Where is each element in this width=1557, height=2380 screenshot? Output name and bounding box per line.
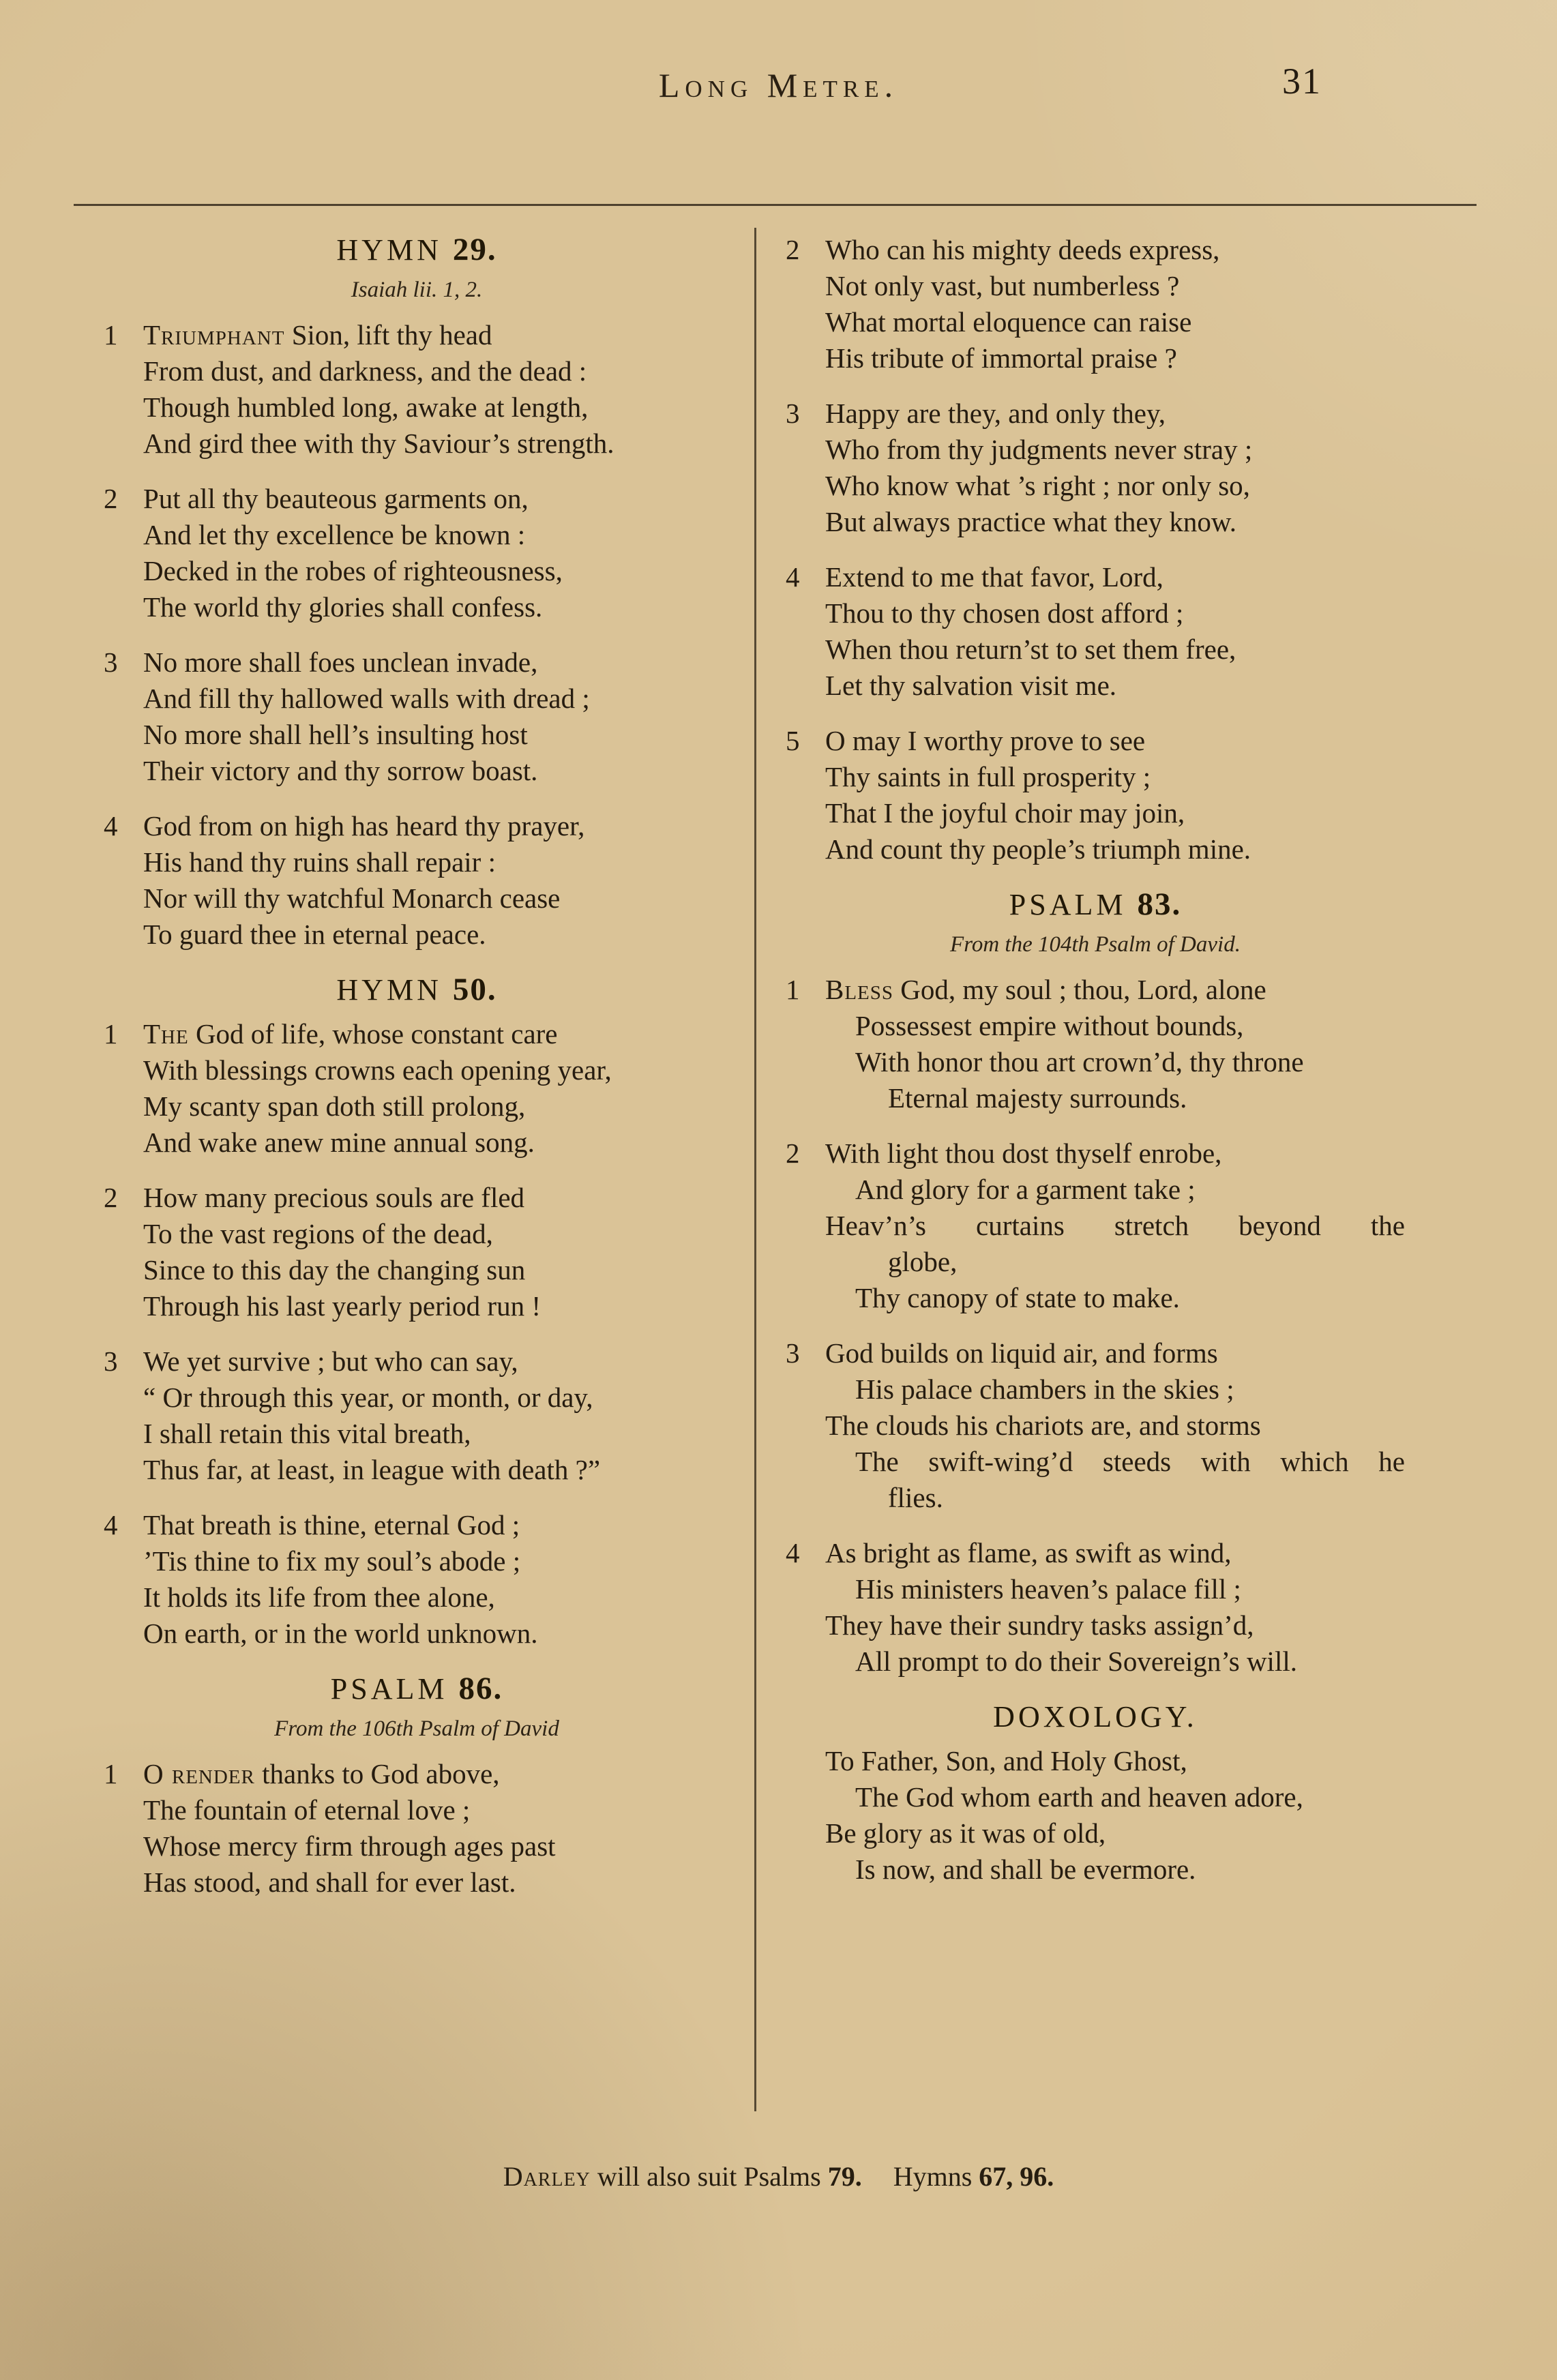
heading-word: DOXOLOGY. — [993, 1700, 1198, 1734]
line-text: Is now, and shall be evermore. — [855, 1854, 1196, 1885]
verse-number: 3 — [786, 398, 800, 429]
verse — [104, 481, 730, 625]
verse-line — [143, 880, 730, 917]
verse-line — [825, 668, 1405, 704]
verse-line — [143, 1216, 730, 1252]
verse-line — [143, 1616, 730, 1652]
verse-line — [143, 1252, 730, 1288]
verse-line — [825, 1335, 1405, 1371]
header-rule — [74, 204, 1477, 206]
verse-lines — [825, 559, 1405, 704]
line-text: His tribute of immortal praise ? — [825, 342, 1177, 374]
line-text: Put all thy beauteous garments on, — [143, 483, 529, 514]
verse-number: 4 — [786, 561, 800, 593]
page-number: 31 — [1282, 61, 1322, 102]
verse-line — [825, 1815, 1405, 1851]
verse-lines — [825, 1535, 1405, 1680]
line-text: God of life, whose constant care — [188, 1018, 558, 1050]
verse-line — [825, 1135, 1405, 1172]
line-text: Eternal majesty surrounds. — [888, 1082, 1187, 1114]
lead-small-caps: Triumphant — [143, 319, 285, 351]
verse — [786, 559, 1405, 704]
verse-line — [825, 1008, 1405, 1044]
line-text: The swift-wing’d steeds with which he — [855, 1446, 1405, 1477]
line-text: Decked in the robes of righteousness, — [143, 555, 563, 586]
verse-lines — [825, 1135, 1405, 1316]
section-heading — [786, 1699, 1405, 1735]
verse-line — [143, 481, 730, 517]
verse-lines — [825, 972, 1405, 1116]
verse-line — [825, 1535, 1405, 1571]
line-text: No more shall foes unclean invade, — [143, 646, 538, 678]
line-text: ’Tis thine to fix my soul’s abode ; — [143, 1545, 521, 1577]
line-text: Not only vast, but numberless ? — [825, 270, 1180, 301]
heading-number: 29. — [452, 232, 497, 267]
line-text: Who from thy judgments never stray ; — [825, 434, 1253, 465]
verse-line — [825, 504, 1405, 540]
verse-number: 2 — [104, 483, 118, 514]
verse-line — [143, 1416, 730, 1452]
verse-line — [143, 1125, 730, 1161]
verse-number: 4 — [786, 1537, 800, 1568]
verse — [104, 1016, 730, 1161]
footer-text: 67, 96. — [979, 2161, 1054, 2192]
section-heading — [104, 232, 730, 268]
verse-number: 3 — [104, 646, 118, 678]
verse-lines — [825, 396, 1405, 540]
verse-number: 4 — [104, 1509, 118, 1541]
line-text: Thou to thy chosen dost afford ; — [825, 597, 1184, 629]
line-text: No more shall hell’s insulting host — [143, 719, 528, 750]
line-text: To guard thee in eternal peace. — [143, 919, 486, 950]
verse-line — [825, 1080, 1405, 1116]
section-heading — [104, 972, 730, 1008]
verse-line — [825, 1643, 1405, 1680]
verse-line — [825, 1172, 1405, 1208]
footer-text: 79. — [827, 2161, 862, 2192]
verse-number: 2 — [786, 234, 800, 265]
line-text: Thy canopy of state to make. — [855, 1282, 1180, 1313]
line-text: It holds its life from thee alone, — [143, 1581, 495, 1613]
verse-line — [825, 795, 1405, 831]
verse-number: 1 — [104, 319, 118, 351]
verse-line — [143, 1579, 730, 1616]
footer-text: will also suit Psalms — [590, 2161, 828, 2192]
verse-line — [143, 317, 730, 353]
verse-line — [825, 595, 1405, 631]
line-text: As bright as flame, as swift as wind, — [825, 1537, 1232, 1568]
verse-number: 1 — [104, 1758, 118, 1789]
verse-lines — [143, 481, 730, 625]
section-subtitle: From the 106th Psalm of David — [274, 1716, 559, 1741]
page-title: Long Metre. — [658, 66, 899, 104]
line-text: Since to this day the changing sun — [143, 1254, 526, 1285]
verse-lines — [143, 644, 730, 789]
verse-lines — [825, 723, 1405, 867]
line-text: globe, — [888, 1246, 958, 1277]
line-text: With light thou dost thyself enrobe, — [825, 1137, 1222, 1169]
verse — [786, 1535, 1405, 1680]
verse-line — [143, 1016, 730, 1052]
verse-line — [825, 396, 1405, 432]
verse-lines — [143, 1507, 730, 1652]
verse-line — [825, 831, 1405, 867]
line-text: Thus far, at least, in league with death ?” — [143, 1454, 601, 1485]
verse-line — [825, 1743, 1405, 1779]
verse-line — [143, 681, 730, 717]
verse-line — [143, 808, 730, 844]
section-heading — [786, 887, 1405, 923]
lead-small-caps: Bless — [825, 974, 894, 1005]
verse-lines — [825, 1335, 1405, 1516]
line-text: Sion, lift thy head — [284, 319, 492, 351]
verse-line — [825, 468, 1405, 504]
verse-number: 2 — [104, 1182, 118, 1213]
verse-line — [143, 1380, 730, 1416]
line-text: All prompt to do their Sovereign’s will. — [855, 1646, 1297, 1677]
verse-line — [825, 1480, 1405, 1516]
verse-line — [143, 1088, 730, 1125]
heading-number: 86. — [458, 1671, 503, 1706]
line-text: That I the joyful choir may join, — [825, 797, 1185, 829]
verse-line — [143, 389, 730, 426]
verse — [786, 972, 1405, 1116]
line-text: Has stood, and shall for ever last. — [143, 1866, 516, 1898]
line-text: The fountain of eternal love ; — [143, 1794, 471, 1826]
line-text: Happy are they, and only they, — [825, 398, 1166, 429]
line-text: Though humbled long, awake at length, — [143, 391, 589, 423]
verse-line — [143, 1864, 730, 1901]
heading-number: 50. — [452, 972, 497, 1007]
line-text: When thou return’st to set them free, — [825, 634, 1236, 665]
line-text: thanks to God above, — [254, 1758, 500, 1789]
line-text: The world thy glories shall confess. — [143, 591, 543, 623]
verse-lines — [143, 1756, 730, 1901]
line-text: Who can his mighty deeds express, — [825, 234, 1220, 265]
verse-number — [786, 1743, 825, 1888]
verse-line — [143, 1792, 730, 1828]
verse-line — [143, 353, 730, 389]
verse-number: 3 — [104, 1345, 118, 1377]
line-text: To the vast regions of the dead, — [143, 1218, 493, 1249]
verse — [104, 808, 730, 953]
verse — [786, 232, 1405, 376]
line-text: Thy saints in full prosperity ; — [825, 761, 1151, 792]
verse-line — [825, 232, 1405, 268]
line-text: That breath is thine, eternal God ; — [143, 1509, 520, 1541]
line-text: They have their sundry tasks assign’d, — [825, 1609, 1254, 1641]
verse-number: 2 — [786, 1137, 800, 1169]
verse-line — [825, 1244, 1405, 1280]
verse-lines — [143, 317, 730, 462]
column-divider — [754, 228, 756, 2111]
verse — [786, 1335, 1405, 1516]
verse — [104, 1507, 730, 1652]
verse — [786, 1743, 1405, 1888]
verse-number: 1 — [786, 974, 800, 1005]
verse-line — [143, 1343, 730, 1380]
line-text: flies. — [888, 1482, 943, 1513]
verse-line — [825, 972, 1405, 1008]
line-text: God, my soul ; thou, Lord, alone — [893, 974, 1266, 1005]
left-column — [104, 232, 730, 1920]
line-text: We yet survive ; but who can say, — [143, 1345, 518, 1377]
verse-line — [143, 517, 730, 553]
line-text: Who know what ’s right ; nor only so, — [825, 470, 1250, 501]
line-text: With honor thou art crown’d, thy throne — [855, 1046, 1304, 1077]
verse-line — [143, 1507, 730, 1543]
verse — [786, 396, 1405, 540]
verse-lines — [825, 232, 1405, 376]
line-text: O may I worthy prove to see — [825, 725, 1146, 756]
line-text: And gird thee with thy Saviour’s strength. — [143, 428, 614, 459]
line-text: To Father, Son, and Holy Ghost, — [825, 1745, 1187, 1776]
verse-line — [143, 589, 730, 625]
verse-line — [825, 432, 1405, 468]
line-text: Their victory and thy sorrow boast. — [143, 755, 538, 786]
verse — [104, 1343, 730, 1488]
line-text: His hand thy ruins shall repair : — [143, 846, 496, 878]
verse-line — [143, 1288, 730, 1324]
lead-small-caps: The — [143, 1018, 189, 1050]
verse — [786, 723, 1405, 867]
verse-lines — [143, 1016, 730, 1161]
line-text: Extend to me that favor, Lord, — [825, 561, 1163, 593]
line-text: I shall retain this vital breath, — [143, 1418, 471, 1449]
line-text: God from on high has heard thy prayer, — [143, 810, 585, 842]
verse — [104, 1756, 730, 1901]
line-text: Let thy salvation visit me. — [825, 670, 1117, 701]
verse-lines — [143, 808, 730, 953]
heading-word: PSALM — [1009, 888, 1127, 921]
verse-line — [143, 1828, 730, 1864]
verse-line — [825, 1208, 1405, 1244]
line-text: But always practice what they know. — [825, 506, 1237, 537]
verse-line — [825, 1607, 1405, 1643]
verse-line — [825, 1044, 1405, 1080]
verse-line — [143, 717, 730, 753]
verse-line — [825, 631, 1405, 668]
heading-word: PSALM — [330, 1672, 448, 1706]
lead-small-caps: O render — [143, 1758, 255, 1789]
line-text: Whose mercy firm through ages past — [143, 1830, 556, 1862]
right-column — [786, 232, 1405, 1907]
verse-line — [825, 559, 1405, 595]
verse-line — [143, 644, 730, 681]
line-text: How many precious souls are fled — [143, 1182, 525, 1213]
verse-line — [825, 1371, 1405, 1408]
verse-lines — [143, 1343, 730, 1488]
verse-number: 1 — [104, 1018, 118, 1050]
line-text: Through his last yearly period run ! — [143, 1290, 541, 1322]
heading-word: HYMN — [336, 973, 442, 1007]
verse-lines — [143, 1180, 730, 1324]
footer-text: Hymns — [893, 2161, 979, 2192]
verse — [104, 317, 730, 462]
verse-line — [143, 1543, 730, 1579]
verse-number: 3 — [786, 1337, 800, 1369]
heading-word: HYMN — [336, 233, 442, 267]
line-text: And glory for a garment take ; — [855, 1174, 1196, 1205]
verse-line — [143, 1052, 730, 1088]
verse-line — [825, 723, 1405, 759]
verse-line — [143, 917, 730, 953]
line-text: My scanty span doth still prolong, — [143, 1090, 526, 1122]
line-text: Nor will thy watchful Monarch cease — [143, 882, 561, 914]
verse-line — [143, 1452, 730, 1488]
verse-line — [143, 1180, 730, 1216]
verse-number: 5 — [786, 725, 800, 756]
line-text: Possessest empire without bounds, — [855, 1010, 1244, 1041]
verse — [104, 644, 730, 789]
verse — [104, 1180, 730, 1324]
line-text: And let thy excellence be known : — [143, 519, 526, 550]
verse-line — [825, 759, 1405, 795]
footer-tune-name: Darley — [503, 2161, 591, 2192]
heading-number: 83. — [1137, 887, 1182, 922]
line-text: The God whom earth and heaven adore, — [855, 1781, 1303, 1813]
line-text: And wake anew mine annual song. — [143, 1127, 535, 1158]
line-text: “ Or through this year, or month, or day, — [143, 1382, 593, 1413]
line-text: Heav’n’s curtains stretch beyond the — [825, 1210, 1405, 1241]
verse-line — [825, 1408, 1405, 1444]
verse-lines — [825, 1743, 1405, 1888]
footer-line — [0, 2160, 1557, 2192]
line-text: His palace chambers in the skies ; — [855, 1373, 1234, 1405]
verse-line — [143, 844, 730, 880]
verse-line — [825, 1444, 1405, 1480]
verse-line — [825, 1779, 1405, 1815]
verse-line — [825, 268, 1405, 304]
line-text: The clouds his chariots are, and storms — [825, 1410, 1261, 1441]
verse-line — [825, 340, 1405, 376]
line-text: From dust, and darkness, and the dead : — [143, 355, 587, 387]
line-text: And fill thy hallowed walls with dread ; — [143, 683, 590, 714]
line-text: Be glory as it was of old, — [825, 1817, 1106, 1849]
line-text: His ministers heaven’s palace fill ; — [855, 1573, 1241, 1605]
line-text: What mortal eloquence can raise — [825, 306, 1192, 338]
verse-line — [825, 304, 1405, 340]
section-subtitle: From the 104th Psalm of David. — [950, 932, 1241, 957]
verse — [786, 1135, 1405, 1316]
verse-line — [825, 1571, 1405, 1607]
verse-line — [143, 753, 730, 789]
line-text: On earth, or in the world unknown. — [143, 1618, 538, 1649]
line-text: And count thy people’s triumph mine. — [825, 833, 1251, 865]
verse-line — [143, 426, 730, 462]
section-heading — [104, 1671, 730, 1707]
line-text: With blessings crowns each opening year, — [143, 1054, 612, 1086]
verse-line — [825, 1851, 1405, 1888]
section-subtitle: Isaiah lii. 1, 2. — [351, 278, 483, 302]
verse-line — [143, 553, 730, 589]
verse-line — [825, 1280, 1405, 1316]
line-text: God builds on liquid air, and forms — [825, 1337, 1218, 1369]
verse-line — [143, 1756, 730, 1792]
verse-number: 4 — [104, 810, 118, 842]
